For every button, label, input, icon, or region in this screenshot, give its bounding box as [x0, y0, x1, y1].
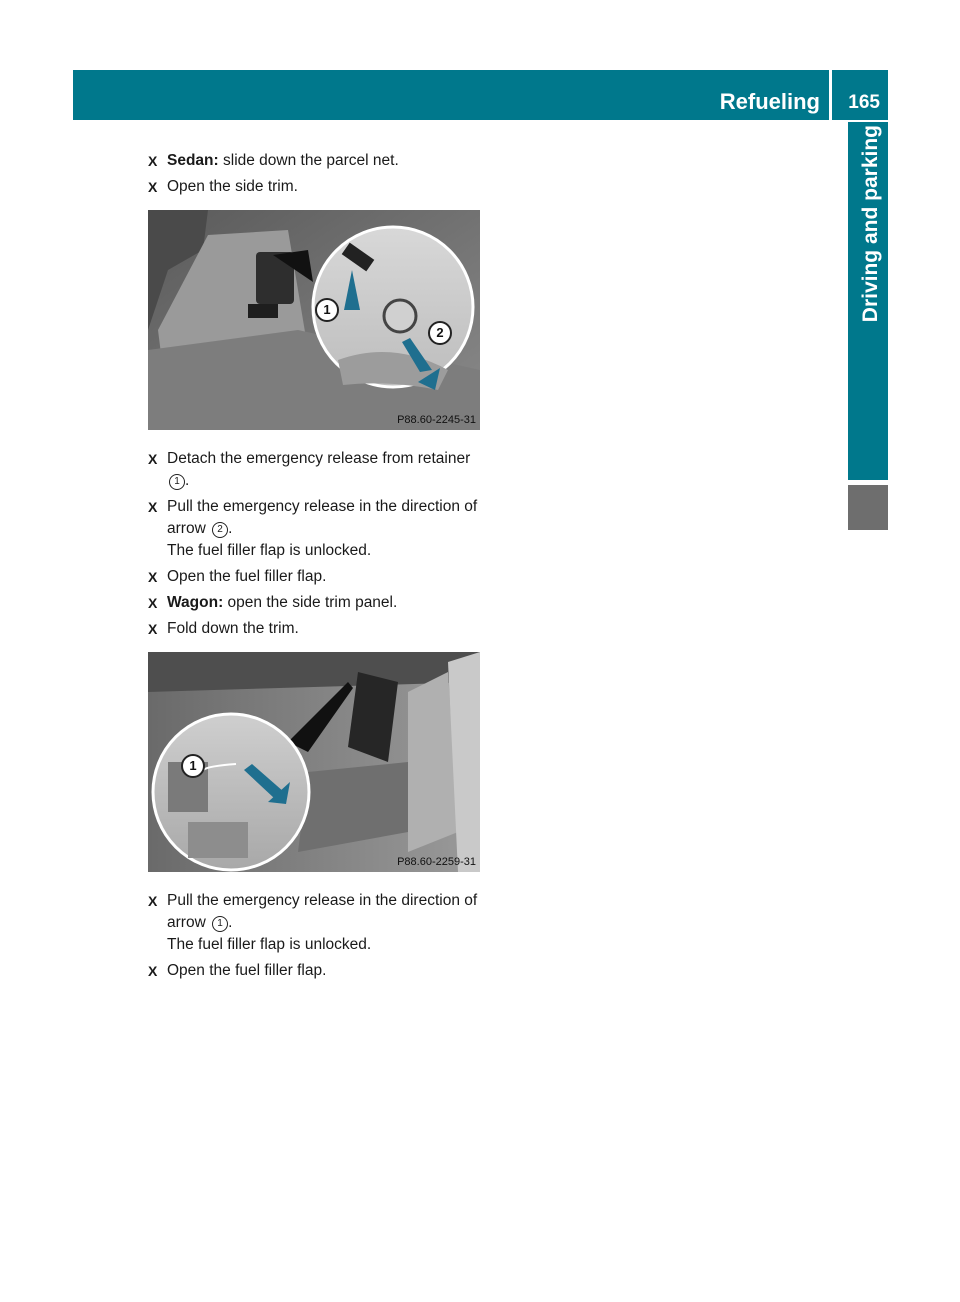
- step-result: The fuel filler flap is unlocked.: [167, 542, 372, 559]
- step-text: Fold down the trim.: [167, 620, 299, 637]
- chapter-tab-marker: [848, 485, 888, 530]
- header-bar: [73, 70, 888, 120]
- step-text-end: .: [185, 472, 190, 489]
- step-marker-icon: X: [148, 893, 158, 909]
- callout-1: 1: [315, 298, 339, 322]
- page-number: 165: [848, 92, 880, 113]
- step-marker-icon: X: [148, 595, 158, 611]
- chapter-tab[interactable]: [848, 122, 888, 480]
- callout-2: 2: [428, 321, 452, 345]
- step-marker-icon: X: [148, 153, 158, 169]
- header-divider: [829, 70, 832, 120]
- step-text: Detach the emergency release from retainer: [167, 450, 471, 467]
- section-title: Refueling: [719, 89, 820, 114]
- step-marker-icon: X: [148, 569, 158, 585]
- step-pull-release-wagon: [148, 890, 483, 934]
- step-text: Open the fuel filler flap.: [167, 568, 327, 585]
- callout-ref-icon: 2: [212, 522, 228, 538]
- main-content: [148, 150, 483, 986]
- callout-1: 1: [181, 754, 205, 778]
- chapter-tab-label: Driving and parking: [859, 125, 882, 323]
- figure-wagon-release: [148, 652, 480, 872]
- step-text: slide down the parcel net.: [218, 152, 399, 169]
- step-open-flap-wagon: [148, 960, 483, 982]
- figure-sedan-release: [148, 210, 480, 430]
- step-marker-icon: X: [148, 179, 158, 195]
- step-marker-icon: X: [148, 451, 158, 467]
- step-open-flap: [148, 566, 483, 588]
- step-label: Wagon:: [167, 594, 224, 611]
- figure-code: P88.60-2259-31: [397, 856, 476, 868]
- step-pull-release: [148, 496, 483, 540]
- step-detach-release: [148, 448, 483, 492]
- step-label: Sedan:: [167, 152, 219, 169]
- callout-ref-icon: 1: [169, 474, 185, 490]
- sedan-trunk-illustration: [148, 210, 480, 430]
- step-text: open the side trim panel.: [223, 594, 398, 611]
- step-wagon: [148, 592, 483, 614]
- step-text-end: .: [228, 914, 233, 931]
- step-text: Pull the emergency release in the direction of arrow: [167, 498, 478, 537]
- step-sedan: [148, 150, 483, 172]
- step-marker-icon: X: [148, 499, 158, 515]
- step-text-end: .: [228, 520, 233, 537]
- step-open-side-trim: [148, 176, 483, 198]
- step-marker-icon: X: [148, 621, 158, 637]
- step-marker-icon: X: [148, 963, 158, 979]
- figure-code: P88.60-2245-31: [397, 414, 476, 426]
- step-result: The fuel filler flap is unlocked.: [167, 936, 372, 953]
- step-text: Open the fuel filler flap.: [167, 962, 327, 979]
- step-text: Pull the emergency release in the direction of arrow: [167, 892, 478, 931]
- step-fold-trim: [148, 618, 483, 640]
- callout-ref-icon: 1: [212, 916, 228, 932]
- step-text: Open the side trim.: [167, 178, 298, 195]
